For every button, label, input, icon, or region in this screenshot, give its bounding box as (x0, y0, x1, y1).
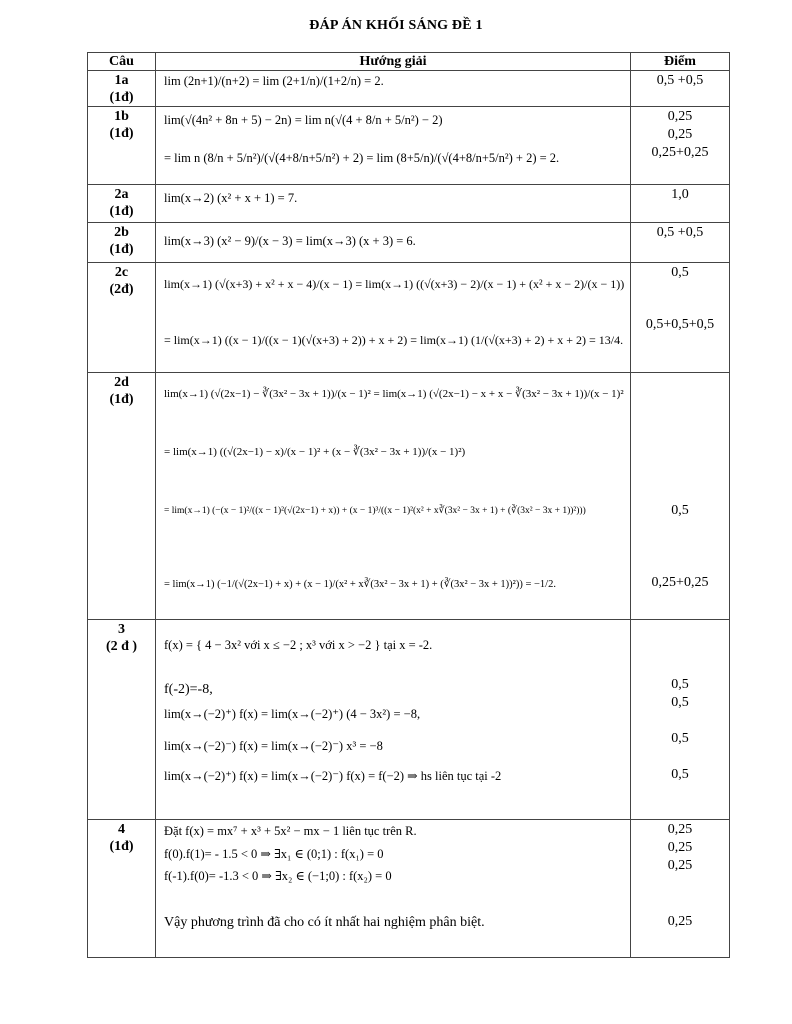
header-huong-giai: Hướng giải (156, 53, 631, 71)
solution-cell (156, 820, 631, 958)
math-line: lim(x→3) (x² − 9)/(x − 3) = lim(x→3) (x + 3) = 6. (164, 234, 416, 248)
math-line: lim (2n+1)/(n+2) = lim (2+1/n)/(1+2/n) = 2. (164, 74, 384, 88)
table-row (88, 107, 730, 185)
page-title: ĐÁP ÁN KHỐI SÁNG ĐỀ 1 (309, 18, 483, 33)
points-cell: 0,5 +0,5 (631, 71, 730, 107)
math-line: lim(x→2) (x² + x + 1) = 7. (164, 191, 298, 205)
math-line: f(0).f(1)= - 1.5 < 0 ⇒ ∃x₁ ∈ (0;1) : f(x₁) = 0 (164, 847, 384, 861)
math-line: lim(x→1) (√(x+3) + x² + x − 4)/(x − 1) = lim(x→1) ((√(x+3) − 2)/(x − 1) + (x² + x − 2)/(x − 1)) (164, 277, 625, 291)
math-line: lim(x→(−2)⁺) f(x) = lim(x→(−2)⁺) (4 − 3x²) = −8, (164, 707, 421, 721)
solution-cell (156, 71, 631, 107)
solution-cell (156, 223, 631, 263)
solution-cell (156, 263, 631, 373)
answer-table (87, 52, 730, 958)
table-row (88, 263, 730, 373)
points-cell: 0,25 0,25 0,25+0,25 (631, 107, 730, 185)
solution-cell (156, 185, 631, 223)
table-header (88, 53, 730, 71)
math-line: lim(x→(−2)⁺) f(x) = lim(x→(−2)⁻) f(x) = f(−2) ⇒ hs liên tục tại -2 (164, 769, 502, 783)
points-cell: 1,0 (631, 185, 730, 223)
table-row (88, 620, 730, 820)
points-cell: 0,5 0,5 0,5 0,5 (631, 620, 730, 820)
header-diem: Điểm (631, 53, 730, 71)
table-row (88, 71, 730, 107)
conclusion-text: Vậy phương trình đã cho có ít nhất hai nghiệm phân biệt. (164, 915, 485, 930)
math-line: f(x) = { 4 − 3x² với x ≤ −2 ; x³ với x > −2 } tại x = -2. (164, 638, 433, 652)
math-line: lim(x→(−2)⁻) f(x) = lim(x→(−2)⁻) x³ = −8 (164, 739, 383, 753)
math-line: lim(x→1) (√(2x−1) − ∛(3x² − 3x + 1))/(x − 1)² = lim(x→1) (√(2x−1) − x + x − ∛(3x² − 3x + 1))/(x − 1)² (164, 388, 624, 400)
question-cell: 1b (1đ) (88, 107, 156, 185)
question-cell: 2c (2đ) (88, 263, 156, 373)
solution-cell (156, 620, 631, 820)
question-cell: 1a (1đ) (88, 71, 156, 107)
math-line: = lim n (8/n + 5/n²)/(√(4+8/n+5/n²) + 2) = lim (8+5/n)/(√(4+8/n+5/n²) + 2) = 2. (164, 151, 560, 165)
math-line: = lim(x→1) (−1/(√(2x−1) + x) + (x − 1)/(x² + x∛(3x² − 3x + 1) + (∛(3x² − 3x + 1))²)) = −1/2. (164, 579, 556, 590)
table-row (88, 373, 730, 620)
math-line: = lim(x→1) ((x − 1)/((x − 1)(√(x+3) + 2)) + x + 2) = lim(x→1) (1/(√(x+3) + 2) + x + 2) = 13/4. (164, 333, 624, 347)
solution-cell (156, 373, 631, 620)
table-row (88, 820, 730, 958)
math-line: = lim(x→1) (−(x − 1)²/((x − 1)²(√(2x−1) + x)) + (x − 1)³/((x − 1)²(x² + x∛(3x² − 3x + 1) + (∛(3x² − 3x + 1))²))) (164, 506, 586, 516)
table-row (88, 185, 730, 223)
math-line: lim(√(4n² + 8n + 5) − 2n) = lim n(√(4 + 8/n + 5/n²) − 2) (164, 113, 443, 127)
points-cell: 0,5 0,5+0,5+0,5 (631, 263, 730, 373)
question-cell: 2d (1đ) (88, 373, 156, 620)
table-row (88, 223, 730, 263)
question-cell: 2b (1đ) (88, 223, 156, 263)
question-cell: 3 (2 đ ) (88, 620, 156, 820)
question-cell: 2a (1đ) (88, 185, 156, 223)
points-cell: 0,5 +0,5 (631, 223, 730, 263)
points-cell: 0,25 0,25 0,25 0,25 (631, 820, 730, 958)
header-cau: Câu (88, 53, 156, 71)
points-cell: 0,5 0,25+0,25 (631, 373, 730, 620)
solution-cell (156, 107, 631, 185)
math-line: f(-1).f(0)= -1.3 < 0 ⇒ ∃x₂ ∈ (−1;0) : f(x₂) = 0 (164, 869, 392, 883)
math-line: Đặt f(x) = mx⁷ + x³ + 5x² − mx − 1 liên tục trên R. (164, 824, 417, 838)
math-line: f(-2)=-8, (164, 682, 213, 697)
question-cell: 4 (1đ) (88, 820, 156, 958)
math-line: = lim(x→1) ((√(2x−1) − x)/(x − 1)² + (x − ∛(3x² − 3x + 1))/(x − 1)²) (164, 446, 466, 458)
